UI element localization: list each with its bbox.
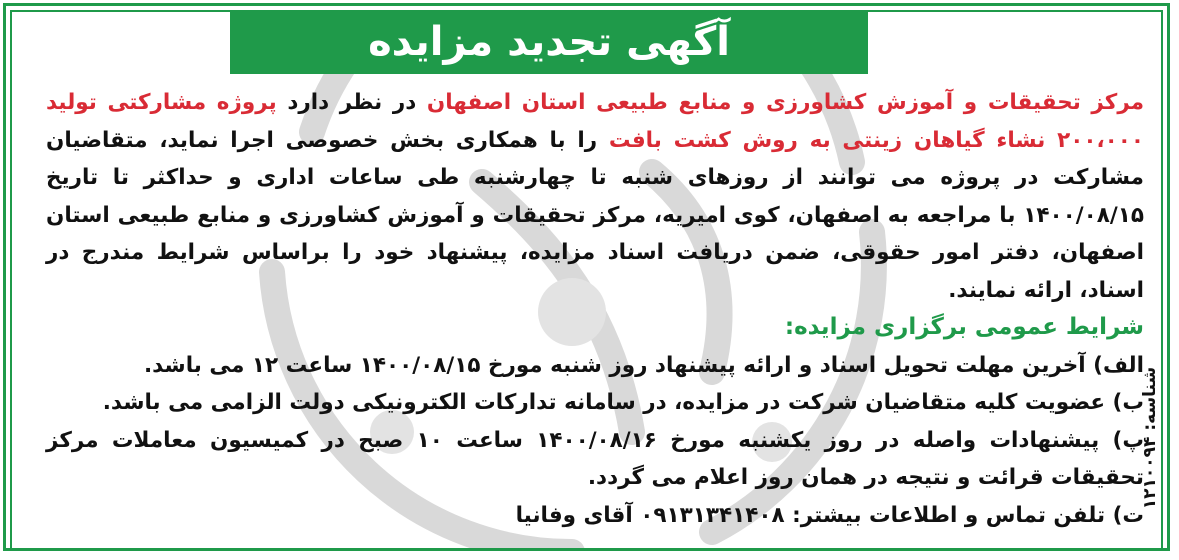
ad-id-text: شناسه: ۱۲۱۰۰۹۴ <box>1140 366 1160 510</box>
condition-item-a: الف) آخرین مهلت تحویل اسناد و ارائه پیشنهاد روز شنبه مورخ ۱۴۰۰/۰۸/۱۵ ساعت ۱۲ می باشد. <box>143 352 1144 378</box>
intro-connector: در نظر دارد <box>276 90 427 115</box>
ad-intro-paragraph <box>46 84 1144 309</box>
ad-body <box>46 84 1144 534</box>
conditions-heading: شرایط عمومی برگزاری مزایده: <box>784 314 1144 340</box>
condition-item-p: پ) پیشنهادات واصله در روز یکشنبه مورخ ۱۴۰۰/۰۸/۱۶ ساعت ۱۰ صبح در کمیسیون معاملات مرکز تحقیقات قرائت و نتیجه در همان روز اعلام می گردد. <box>46 427 1144 490</box>
intro-details: را با همکاری بخش خصوصی اجرا نماید، متقاضیان مشارکت در پروژه می توانند از روزهای شنبه تا چهارشنبه طی ساعات اداری و حداکثر تا تاریخ ۱۴۰۰/۰۸/۱۵ با مراجعه به اصفهان، کوی امیریه، مرکز تحقیقات و آموزش کشاورزی و منابع طبیعی استان اصفهان، دفتر امور حقوقی، ضمن دریافت اسناد مزایده، پیشنهاد خود را براساس شرایط مندرج در اسناد، ارائه نمایند. <box>46 127 1144 303</box>
ad-title: آگهی تجدید مزایده <box>230 12 868 74</box>
condition-item-t: ت) تلفن تماس و اطلاعات بیشتر: ۰۹۱۳۱۳۴۱۴۰۸ آقای وفانیا <box>515 502 1144 528</box>
ad-inner-frame <box>10 10 1163 550</box>
project-name: پروژه مشارکتی تولید ۲۰۰،۰۰۰ نشاء گیاهان زینتی به روش کشت بافت <box>46 90 1144 153</box>
condition-item-b: ب) عضویت کلیه متقاضیان شرکت در مزایده، در سامانه تدارکات الکترونیکی دولت الزامی می باشد. <box>102 390 1144 415</box>
organization-name: مرکز تحقیقات و آموزش کشاورزی و منابع طبیعی استان اصفهان <box>426 90 1144 115</box>
